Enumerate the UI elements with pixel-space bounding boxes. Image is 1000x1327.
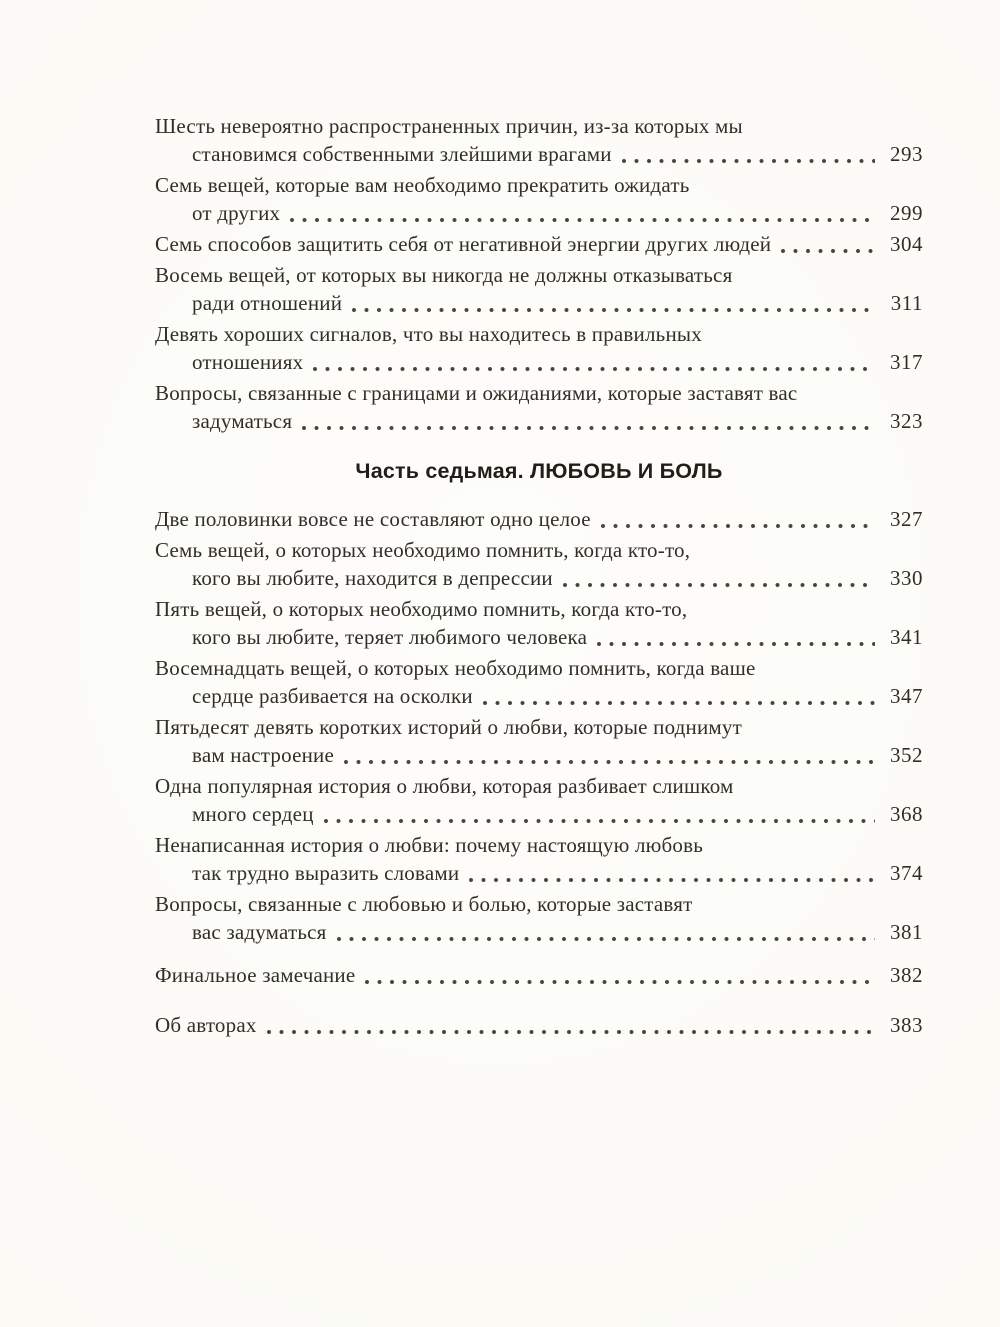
toc-entry-line [155,348,923,376]
toc-entry-title: сердце разбивается на осколки [192,684,473,708]
toc-page-number: 317 [890,350,923,374]
dot-leader [289,217,875,223]
toc-entry-line [155,407,923,435]
toc-entry-line [155,171,923,199]
toc-entry-list-closing [155,961,923,1039]
toc-entry-line [155,289,923,317]
toc-entry-line [155,112,923,140]
toc-page-number: 382 [890,963,923,987]
toc-entry-title: Семь вещей, о которых необходимо помнить, когда кто-то, [155,538,691,562]
toc-page-number: 347 [890,684,923,708]
toc-entry-title: вас задуматься [192,920,327,944]
toc-entry-title: много сердец [192,802,314,826]
toc-entry-title: Об авторах [155,1013,257,1037]
toc-entry-title: ради отношений [192,291,343,315]
toc-entry [155,831,923,887]
toc-entry [155,112,923,168]
toc-entry [155,961,923,989]
toc-entry-line [155,772,923,800]
toc-entry-line [155,199,923,227]
toc-entry-title: вам настроение [192,743,334,767]
toc-entry-line [155,800,923,828]
toc-entry-title: Ненаписанная история о любви: почему настоящую любовь [155,833,704,857]
toc-entry-title: Вопросы, связанные с любовью и болью, которые заставят [155,892,693,916]
dot-leader [266,1029,875,1035]
toc-entry-line [155,536,923,564]
dot-leader [600,523,875,529]
dot-leader [336,936,875,942]
toc-entry-title: задуматься [192,409,293,433]
toc-entry-line [155,320,923,348]
toc-entry-title: Две половинки вовсе не составляют одно целое [155,507,591,531]
toc-entry-line [155,890,923,918]
toc-entry-line [155,379,923,407]
toc-entry-line [155,654,923,682]
toc-entry-title: Восемь вещей, от которых вы никогда не должны отказываться [155,263,733,287]
section-heading: Часть седьмая. ЛЮБОВЬ И БОЛЬ [355,459,723,483]
toc-entry-line [155,623,923,651]
toc-page-number: 299 [890,201,923,225]
toc-entry-line [155,713,923,741]
dot-leader [364,979,875,985]
toc-page-number: 381 [890,920,923,944]
toc-entry [155,171,923,227]
toc-entry [155,505,923,533]
toc-entry-title: Одна популярная история о любви, которая разбивает слишком [155,774,734,798]
toc-entry-title: становимся собственными злейшими врагами [192,142,612,166]
toc-section-closing [155,961,923,1039]
toc-page-number: 304 [890,232,923,256]
toc-entry [155,320,923,376]
toc-entry-title: Шесть невероятно распространенных причин, из-за которых мы [155,114,743,138]
dot-leader [351,307,875,313]
dot-leader [468,877,875,883]
dot-leader [312,366,875,372]
dot-leader [596,641,875,647]
toc-entry-title: так трудно выразить словами [192,861,460,885]
dot-leader [621,158,875,164]
toc-entry-title: кого вы любите, теряет любимого человека [192,625,588,649]
toc-entry [155,379,923,435]
dot-leader [562,582,875,588]
toc-section-boundaries [155,112,923,435]
toc-page-number: 374 [890,861,923,885]
toc-entry-title: Семь способов защитить себя от негативной энергии других людей [155,232,772,256]
toc-entry-title: от других [192,201,281,225]
toc-page-number: 330 [890,566,923,590]
toc-entry [155,230,923,258]
dot-leader [301,425,875,431]
toc-page-number: 368 [890,802,923,826]
toc-page-number: 311 [890,291,923,315]
toc-entry-line [155,859,923,887]
toc-section-love-and-pain [155,505,923,946]
toc-entry-title: Пятьдесят девять коротких историй о любви, которые поднимут [155,715,742,739]
dot-leader [323,818,875,824]
toc-entry-line [155,918,923,946]
toc-entry [155,654,923,710]
toc-entry-line [155,595,923,623]
dot-leader [343,759,875,765]
toc-entry-title: Финальное замечание [155,963,356,987]
toc-page-number: 341 [890,625,923,649]
toc-entry-line [155,261,923,289]
toc-entry-title: Вопросы, связанные с границами и ожиданиями, которые заставят вас [155,381,798,405]
table-of-contents [155,112,923,1042]
toc-entry-title: отношениях [192,350,304,374]
toc-entry [155,261,923,317]
toc-entry-line [155,682,923,710]
toc-entry-list-love-and-pain [155,505,923,946]
toc-page-number: 327 [890,507,923,531]
toc-entry-line [155,140,923,168]
toc-entry-title: Семь вещей, которые вам необходимо прекратить ожидать [155,173,690,197]
toc-entry-list-boundaries [155,112,923,435]
toc-entry-line [155,961,923,989]
toc-entry [155,536,923,592]
toc-entry-line [155,831,923,859]
toc-entry-title: Пять вещей, о которых необходимо помнить, когда кто-то, [155,597,688,621]
toc-entry-line [155,505,923,533]
toc-entry [155,595,923,651]
toc-page-number: 293 [890,142,923,166]
toc-page-number: 383 [890,1013,923,1037]
toc-entry-line [155,564,923,592]
toc-entry-line [155,230,923,258]
toc-entry [155,713,923,769]
dot-leader [780,248,875,254]
toc-entry [155,772,923,828]
toc-entry-line [155,741,923,769]
toc-entry [155,1011,923,1039]
toc-entry-title: Восемнадцать вещей, о которых необходимо помнить, когда ваше [155,656,756,680]
toc-page-number: 352 [890,743,923,767]
toc-entry [155,890,923,946]
toc-entry-title: Девять хороших сигналов, что вы находитесь в правильных [155,322,702,346]
dot-leader [482,700,875,706]
toc-entry-line [155,1011,923,1039]
toc-page-number: 323 [890,409,923,433]
toc-entry-title: кого вы любите, находится в депрессии [192,566,553,590]
